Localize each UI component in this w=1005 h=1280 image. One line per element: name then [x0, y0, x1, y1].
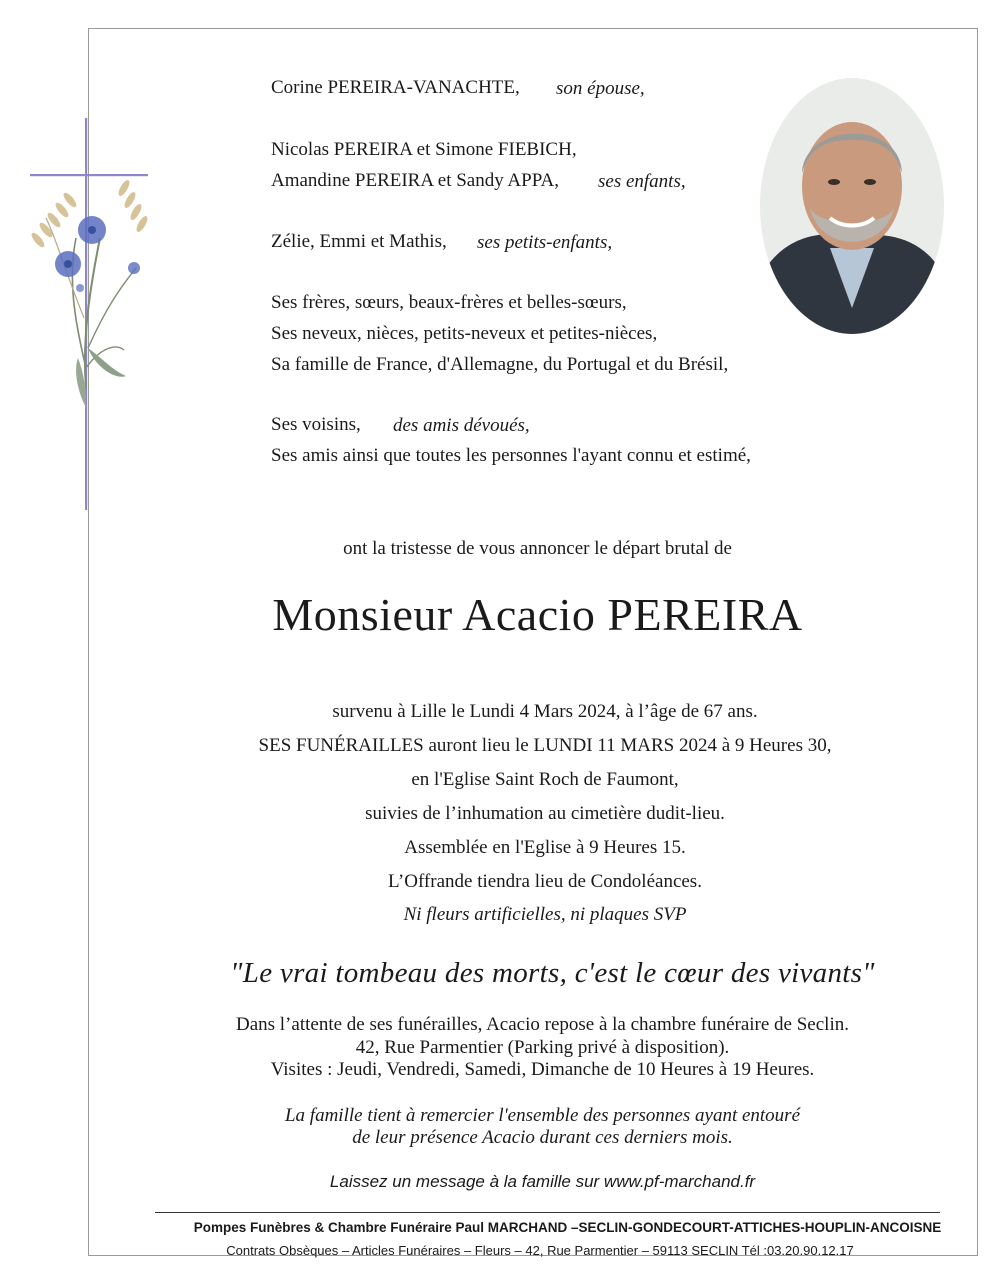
cross-flowers-illustration	[16, 118, 166, 510]
family-line-children-2: Amandine PEREIRA et Sandy APPA,	[271, 170, 560, 191]
details-offering: L’Offrande tiendra lieu de Condoléances.	[388, 871, 702, 892]
family-line-children-role: ses enfants,	[598, 171, 686, 192]
family-line-siblings: Ses frères, sœurs, beaux-frères et belles-sœurs,	[271, 292, 627, 313]
family-line-neighbors: Ses voisins,	[271, 414, 361, 435]
details-no-flowers: Ni fleurs artificielles, ni plaques SVP	[403, 904, 687, 925]
footer-company: Pompes Funèbres & Chambre Funéraire Paul MARCHAND –SECLIN-GONDECOURT-ATTICHES-HOUPLIN-ANCOISNE	[193, 1220, 942, 1235]
details-church: en l'Eglise Saint Roch de Faumont,	[411, 769, 679, 790]
family-line-grandchildren: Zélie, Emmi et Mathis,	[271, 231, 447, 252]
portrait-photo	[760, 78, 944, 334]
family-line-extended: Sa famille de France, d'Allemagne, du Portugal et du Brésil,	[271, 354, 729, 375]
family-line-grandchildren-role: ses petits-enfants,	[477, 232, 613, 253]
message-link[interactable]: Laissez un message à la famille sur www.pf-marchand.fr	[329, 1172, 756, 1191]
footer-divider	[155, 1212, 940, 1213]
quote: "Le vrai tombeau des morts, c'est le cœur des vivants"	[230, 957, 875, 989]
family-line-spouse-name: Corine PEREIRA-VANACHTE,	[271, 77, 520, 98]
details-funeral: SES FUNÉRAILLES auront lieu le LUNDI 11 MARS 2024 à 9 Heures 30,	[258, 735, 832, 756]
details-burial: suivies de l’inhumation au cimetière dudit-lieu.	[365, 803, 725, 824]
visits-line-3: Visites : Jeudi, Vendredi, Samedi, Dimanche de 10 Heures à 19 Heures.	[270, 1059, 815, 1080]
details-assembly: Assemblée en l'Eglise à 9 Heures 15.	[404, 837, 686, 858]
family-line-nephews: Ses neveux, nièces, petits-neveux et petites-nièces,	[271, 323, 658, 344]
family-line-children-1: Nicolas PEREIRA et Simone FIEBICH,	[271, 139, 577, 160]
thanks-line-2: de leur présence Acacio durant ces derniers mois.	[352, 1127, 733, 1148]
deceased-name: Monsieur Acacio PEREIRA	[272, 589, 803, 640]
announcement-intro: ont la tristesse de vous annoncer le départ brutal de	[343, 538, 732, 559]
family-line-neighbors-role: des amis dévoués,	[393, 415, 530, 436]
visits-line-1: Dans l’attente de ses funérailles, Acacio repose à la chambre funéraire de Seclin.	[235, 1014, 849, 1035]
footer-contact: Contrats Obsèques – Articles Funéraires – Fleurs – 42, Rue Parmentier – 59113 SECLIN Tél :03.20.90.12.17	[226, 1243, 854, 1258]
visits-line-2: 42, Rue Parmentier (Parking privé à disposition).	[355, 1037, 730, 1058]
thanks-line-1: La famille tient à remercier l'ensemble des personnes ayant entouré	[284, 1105, 801, 1126]
family-line-spouse-role: son épouse,	[556, 78, 645, 99]
family-line-friends: Ses amis ainsi que toutes les personnes l'ayant connu et estimé,	[271, 445, 751, 466]
details-death: survenu à Lille le Lundi 4 Mars 2024, à l’âge de 67 ans.	[332, 701, 758, 722]
